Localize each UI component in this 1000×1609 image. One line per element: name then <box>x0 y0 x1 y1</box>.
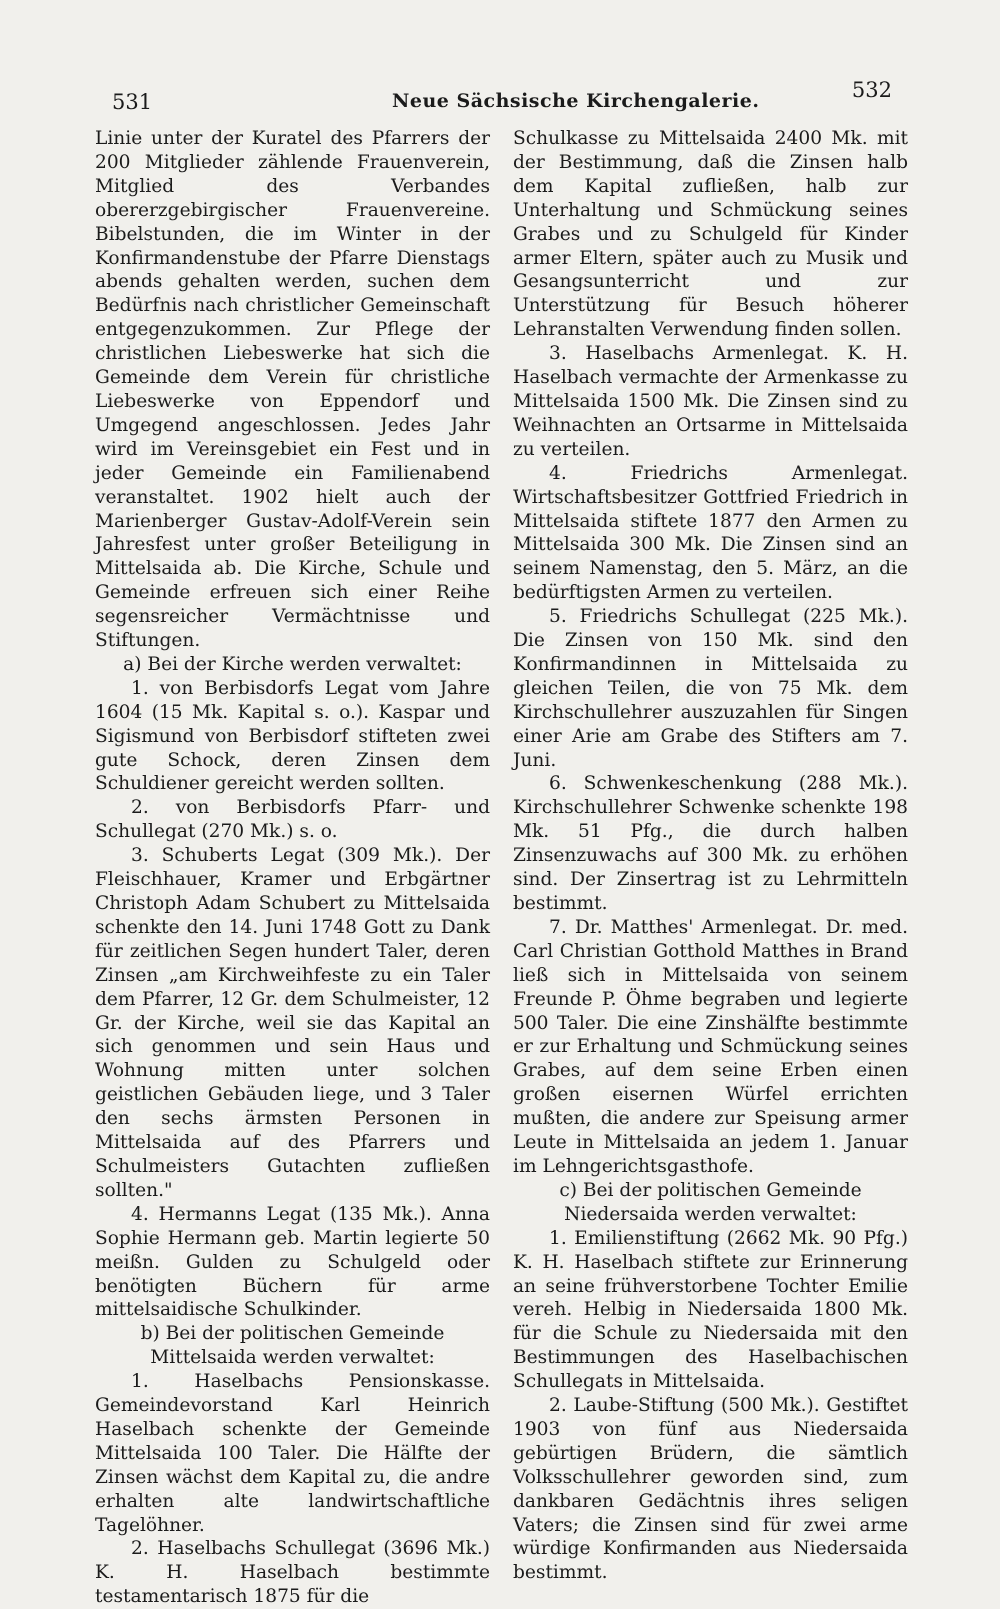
right-column <box>513 127 908 1585</box>
left-column <box>95 127 490 1609</box>
paragraph: 2. Laube-Stiftung (500 Mk.). Gestiftet 1903 von fünf aus Niedersaida gebürtigen Brüdern, die sämtlich Volksschullehrer geworden sind, zum dankbaren Gedächtnis ihres seligen Vaters; die Zinsen sind für zwei arme würdige Konfirmanden aus Niedersaida bestimmt. <box>513 1395 908 1584</box>
paragraph: Schulkasse zu Mittelsaida 2400 Mk. mit der Bestimmung, daß die Zinsen halb dem Kapital zufließen, halb zur Unterhaltung und Schmückung seines Grabes und zu Schulgeld für Kinder armer Eltern, später auch zu Musik und Gesangsunterricht und zur Unterstützung für Besuch höherer Lehranstalten Verwendung finden sollen. <box>513 128 908 341</box>
paragraph: 7. Dr. Matthes' Armenlegat. Dr. med. Carl Christian Gotthold Matthes in Brand ließ sich in Mittelsaida von seinem Freunde P. Öhme begraben und legierte 500 Taler. Die eine Zinshälfte bestimmte er zur Erhaltung und Schmückung seines Grabes, auf dem seine Erben einen großen eisernen Würfel errichten mußten, die andere zur Speisung armer Leute in Mittelsaida an jedem 1. Januar im Lehngerichtsgasthofe. <box>513 916 908 1177</box>
paragraph: 1. Emilienstiftung (2662 Mk. 90 Pfg.) K. H. Haselbach stiftete zur Erinnerung an seine frühverstorbene Tochter Emilie vereh. Helbig in Niedersaida 1800 Mk. für die Schule zu Niedersaida mit den Bestimmungen des Haselbachischen Schullegats in Mittelsaida. <box>513 1227 908 1393</box>
paragraph: 3. Schuberts Legat (309 Mk.). Der Fleischhauer, Kramer und Erbgärtner Christoph Adam Schubert zu Mittelsaida schenkte den 14. Juni 1748 Gott zu Dank für zeitlichen Segen hundert Taler, deren Zinsen „am Kirchweihfeste zu ein Taler dem Pfarrer, 12 Gr. dem Schulmeister, 12 Gr. der Kirche, weil sie das Kapital an sich genommen und sein Haus und Wohnung mitten unter solchen geistlichen Gebäuden liege, und 3 Taler den sechs ärmsten Personen in Mittelsaida auf des Pfarrers und Schulmeisters Gutachten zufließen sollten." <box>95 845 490 1201</box>
paragraph: 1. von Berbisdorfs Legat vom Jahre 1604 (15 Mk. Kapital s. o.). Kaspar und Sigismund von Berbisdorf stifteten zwei gute Schock, deren Zinsen dem Schuldiener gereicht werden sollten. <box>95 677 490 795</box>
section-heading: b) Bei der politischen Gemeinde Mittelsaida werden verwaltet: <box>140 1323 445 1369</box>
section-heading: c) Bei der politischen Gemeinde Niedersaida werden verwaltet: <box>559 1179 862 1225</box>
running-title: Neue Sächsische Kirchengalerie. <box>392 90 760 112</box>
paragraph: 5. Friedrichs Schullegat (225 Mk.). Die Zinsen von 150 Mk. sind den Konfirmandinnen in Mittelsaida zu gleichen Teilen, die von 75 Mk. dem Kirchschullehrer auszuzahlen für Singen einer Arie am Grabe des Stifters am 7. Juni. <box>513 606 908 771</box>
page-number-right: 532 <box>851 78 892 102</box>
paragraph: Linie unter der Kuratel des Pfarrers der 200 Mitglieder zählende Frauenverein, Mitglied des Verbandes obererzgebirgischer Frauenvereine. Bibelstunden, die im Winter in der Konfirmandenstube der Pfarre Dienstags abends gehalten werden, suchen dem Bedürfnis nach christlicher Gemeinschaft entgegenzukommen. Zur Pflege der christlichen Liebeswerke hat sich die Gemeinde dem Verein für christliche Liebeswerke von Eppendorf und Umgegend angeschlossen. Jedes Jahr wird im Vereinsgebiet ein Fest und in jeder Gemeinde ein Familienabend veranstaltet. 1902 hielt auch der Marienberger Gustav-Adolf-Verein sein Jahresfest unter großer Beteiligung in Mittelsaida ab. Die Kirche, Schule und Gemeinde erfreuen sich einer Reihe segensreicher Vermächtnisse und Stiftungen. <box>95 128 490 652</box>
paragraph: 4. Hermanns Legat (135 Mk.). Anna Sophie Hermann geb. Martin legierte 50 meißn. Gulden zu Schulgeld oder benötigten Büchern für arme mittelsaidische Schulkinder. <box>95 1203 490 1321</box>
paragraph: 2. Haselbachs Schullegat (3696 Mk.) K. H. Haselbach bestimmte testamentarisch 1875 für die <box>95 1538 490 1608</box>
paragraph: 3. Haselbachs Armenlegat. K. H. Haselbach vermachte der Armenkasse zu Mittelsaida 1500 Mk. Die Zinsen sind zu Weihnachten an Ortsarme in Mittelsaida zu verteilen. <box>513 343 908 460</box>
page-number-left: 531 <box>112 90 153 114</box>
page-header <box>0 78 1000 118</box>
paragraph: 2. von Berbisdorfs Pfarr- und Schullegat (270 Mk.) s. o. <box>95 797 490 843</box>
paragraph: 4. Friedrichs Armenlegat. Wirtschaftsbesitzer Gottfried Friedrich in Mittelsaida stiftete 1877 den Armen zu Mittelsaida 300 Mk. Die Zinsen sind an seinem Namenstag, den 5. März, an die bedürftigsten Armen zu verteilen. <box>513 462 908 604</box>
paragraph: 1. Haselbachs Pensionskasse. Gemeindevorstand Karl Heinrich Haselbach schenkte der Gemeinde Mittelsaida 100 Taler. Die Hälfte der Zinsen wächst dem Kapital zu, die andre erhalten alte landwirtschaftliche Tagelöhner. <box>95 1371 490 1536</box>
section-heading: a) Bei der Kirche werden verwaltet: <box>123 653 462 675</box>
paragraph: 6. Schwenkeschenkung (288 Mk.). Kirchschullehrer Schwenke schenkte 198 Mk. 51 Pfg., die durch halben Zinsenzuwachs auf 300 Mk. zu erhöhen sind. Der Zinsertrag ist zu Lehrmitteln bestimmt. <box>513 773 908 914</box>
